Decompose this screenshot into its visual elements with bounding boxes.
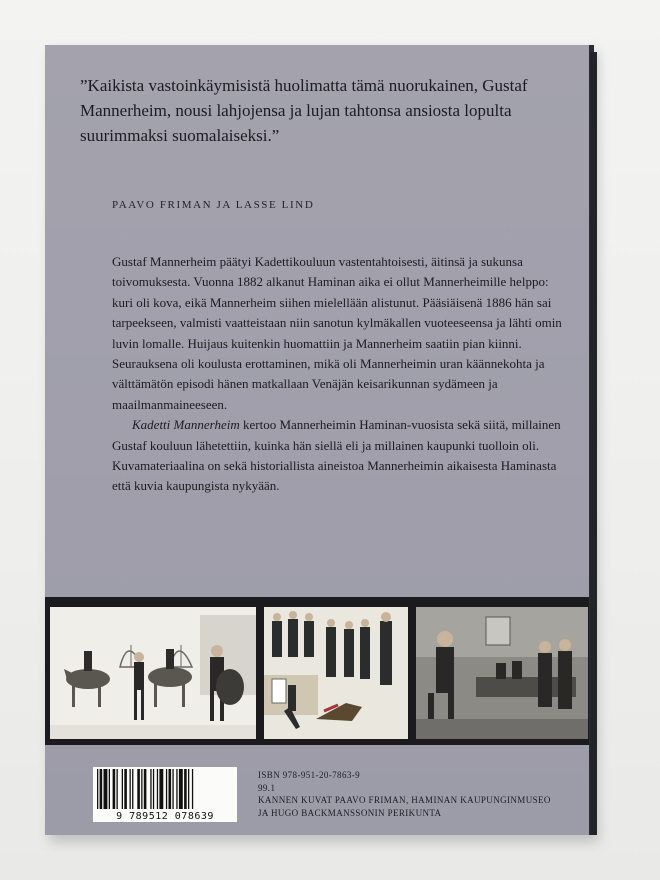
cadets-drawing <box>264 607 408 739</box>
isbn-text: ISBN 978-951-20-7863-9 <box>258 770 361 780</box>
quote-author: PAAVO FRIMAN JA LASSE LIND <box>112 199 315 211</box>
cover-quote: ”Kaikista vastoinkäymisistä huolimatta tämä nuorukainen, Gustaf Mannerheim, nousi lahjojensa ja lujan tahtonsa ansiosta lopulta suurimmaksi suomalaiseksi.” <box>80 76 528 145</box>
blurb-paragraph-2-rest: kertoo Mannerheimin Haminan-vuosista sekä siitä, millainen Gustaf kouluun lähetettiin, kuinka hän siellä eli ja millainen kaupunki tuolloin oli. Kuvamateriaalina on sekä historiallista aineistoa Mannerheimin aikaisesta Haminasta että kuvia kaupungista nykyään. <box>112 417 561 494</box>
publication-info <box>258 769 551 819</box>
barcode-number: 9 789512 078639 <box>116 811 214 822</box>
illustration-cadets <box>264 607 408 739</box>
riders-drawing <box>50 607 256 739</box>
blurb-paragraph-1: Gustaf Mannerheim päätyi Kadettikouluun vastentahtoisesti, äitinsä ja sukunsa toivomuksesta. Vuonna 1882 alkanut Haminan aika ei ollut Mannerheimille helppo: kuri oli kova, eikä Mannerheim siihen mielellään alistunut. Pääsiäisenä 1886 hän sai tarpeekseen, valmisti vaatteistaan niin sanotun kylmäkallen vuoteeseensa ja lähti omin luvin lomalle. Huijaus kuitenkin huomattiin ja Mannerheim saatiin pian kiinni. Seurauksena oli koulusta erottaminen, mikä oli Mannerheimin uran käännekohta ja välttämätön episodi hänen matkallaan Venäjän keisarikunnan sydämeen ja maailmanmaineeseen. <box>112 254 562 412</box>
book-spine <box>590 52 597 835</box>
blurb-paragraph-2 <box>112 415 567 497</box>
book-title-italic: Kadetti Mannerheim <box>132 417 240 433</box>
isbn-barcode <box>93 767 237 822</box>
blurb-text <box>112 252 567 497</box>
barcode-bars <box>93 767 237 811</box>
classroom-drawing <box>416 607 588 739</box>
cover-credits-line-2: JA HUGO BACKMANSSONIN PERIKUNTA <box>258 807 442 818</box>
illustration-riders <box>50 607 256 739</box>
class-number: 99.1 <box>258 782 276 793</box>
illustration-classroom <box>416 607 588 739</box>
cover-credits-line-1: KANNEN KUVAT PAAVO FRIMAN, HAMINAN KAUPUNGINMUSEO <box>258 795 551 806</box>
